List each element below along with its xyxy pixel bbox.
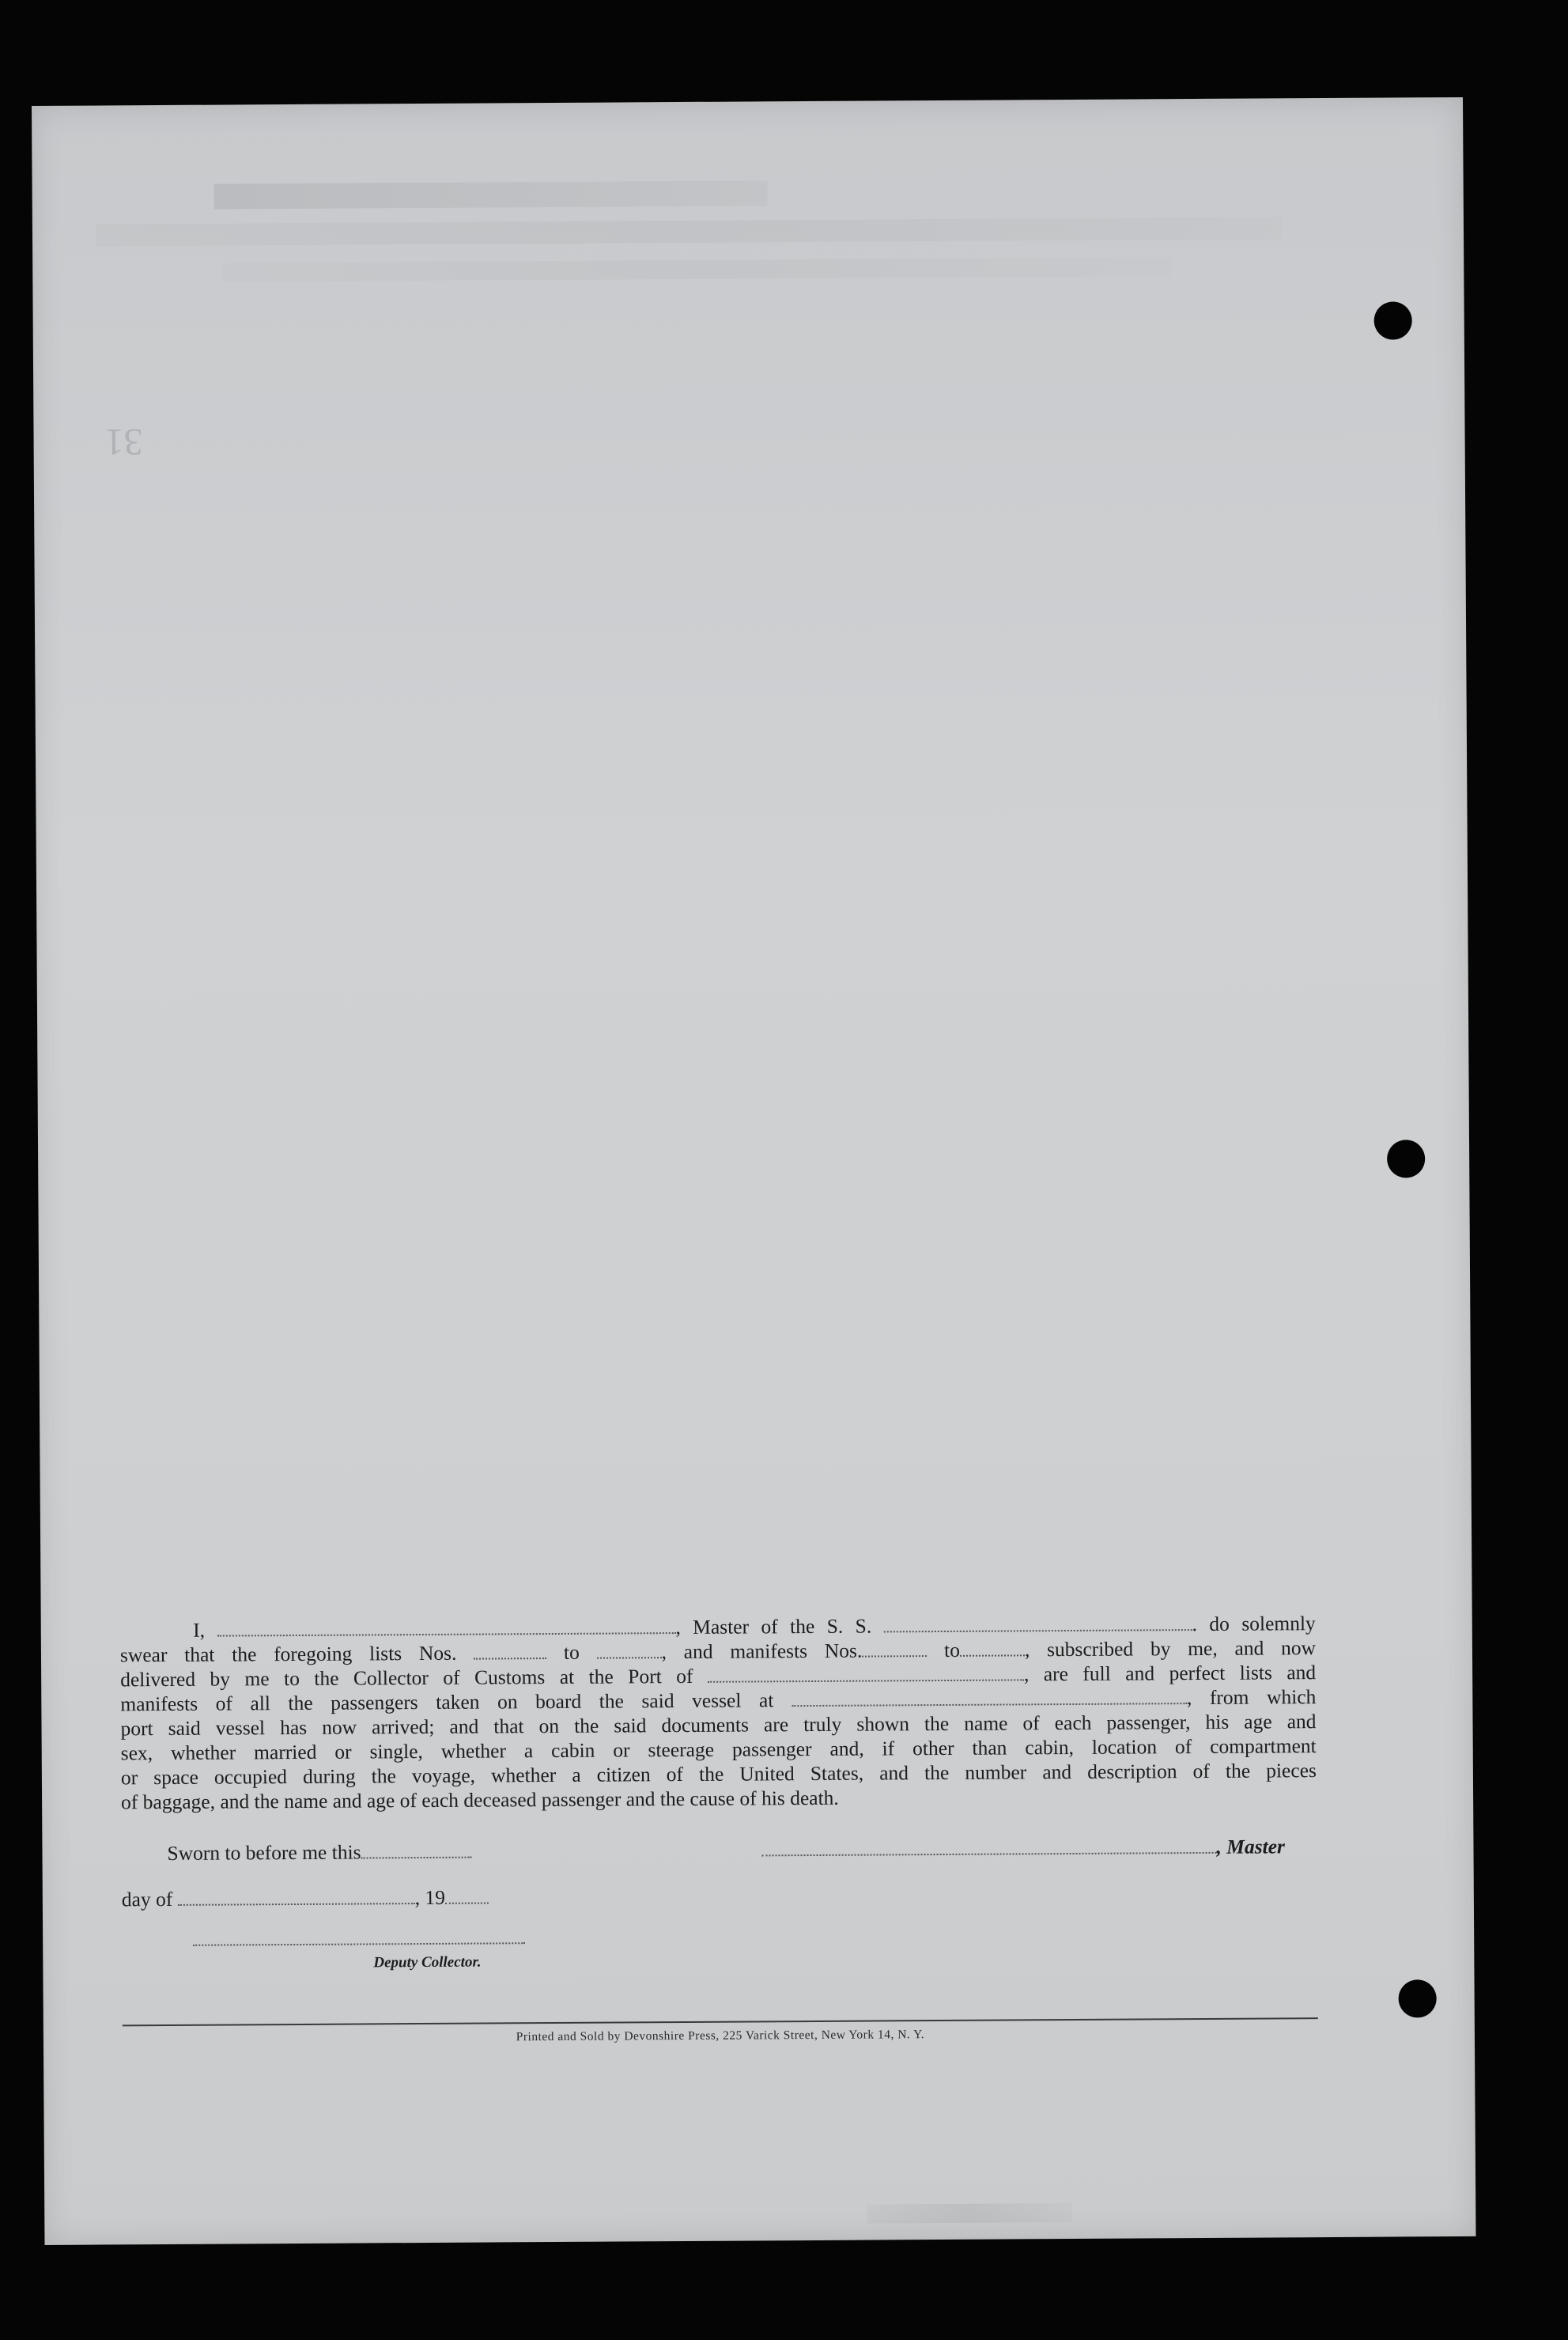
manifests-to-blank[interactable] — [960, 1640, 1025, 1657]
sworn-statement: Sworn to before me this — [167, 1840, 471, 1866]
oath-line: sex, whether married or single, whether a cabin or steerage passenger and, if other than cabin, location of compartment — [120, 1734, 1317, 1765]
bleed-through-heading — [214, 180, 768, 209]
punch-hole — [1374, 301, 1412, 339]
master-name-blank[interactable] — [217, 1618, 675, 1637]
date-line: day of , 19 — [122, 1886, 489, 1912]
bleed-through-subheading — [96, 217, 1282, 246]
oath-line: of baggage, and the name and age of each deceased passenger and the cause of his death. — [121, 1786, 839, 1814]
master-signature-blank[interactable] — [761, 1838, 1216, 1857]
vessel-name-blank[interactable] — [884, 1615, 1192, 1632]
lists-from-blank[interactable] — [474, 1643, 546, 1660]
bleed-through-page-number: 31 — [104, 421, 143, 463]
printer-imprint: Printed and Sold by Devonshire Press, 225 Varick Street, New York 14, N. Y. — [516, 2028, 925, 2044]
footer-rule — [123, 2017, 1318, 2026]
punch-hole — [1399, 1979, 1437, 2017]
master-oath-paragraph — [120, 1611, 1317, 1814]
departure-port-blank[interactable] — [792, 1688, 1187, 1707]
punch-hole — [1387, 1140, 1425, 1178]
sworn-day-blank[interactable] — [361, 1843, 471, 1859]
deputy-signature-blank[interactable] — [193, 1942, 525, 1946]
month-blank[interactable] — [178, 1888, 415, 1906]
oath-line: swear that the foregoing lists Nos. to , and manifests Nos. to , subscribed by me, and now — [119, 1636, 1317, 1667]
oath-line: port said vessel has now arrived; and that on the said documents are truly shown the name of each passenger, his age and — [120, 1710, 1317, 1741]
manifests-from-blank[interactable] — [862, 1641, 927, 1658]
lists-to-blank[interactable] — [597, 1643, 662, 1659]
year-blank[interactable] — [445, 1888, 489, 1904]
bleed-through-line — [222, 257, 1171, 282]
faint-pencil-annotation — [867, 2203, 1072, 2224]
port-blank[interactable] — [708, 1665, 1024, 1682]
oath-line: or space occupied during the voyage, whether a citizen of the United States, and the number and description of the pieces — [120, 1759, 1317, 1790]
oath-line: delivered by me to the Collector of Customs at the Port of , are full and perfect lists and — [120, 1661, 1317, 1692]
master-signature-line: , Master — [761, 1835, 1285, 1862]
deputy-collector-label: Deputy Collector. — [373, 1953, 482, 1971]
manifest-page — [32, 97, 1475, 2245]
oath-line: I, , Master of the S. S. . do solemnly — [193, 1612, 1316, 1642]
oath-line: manifests of all the passengers taken on board the said vessel at , from which — [120, 1685, 1317, 1716]
